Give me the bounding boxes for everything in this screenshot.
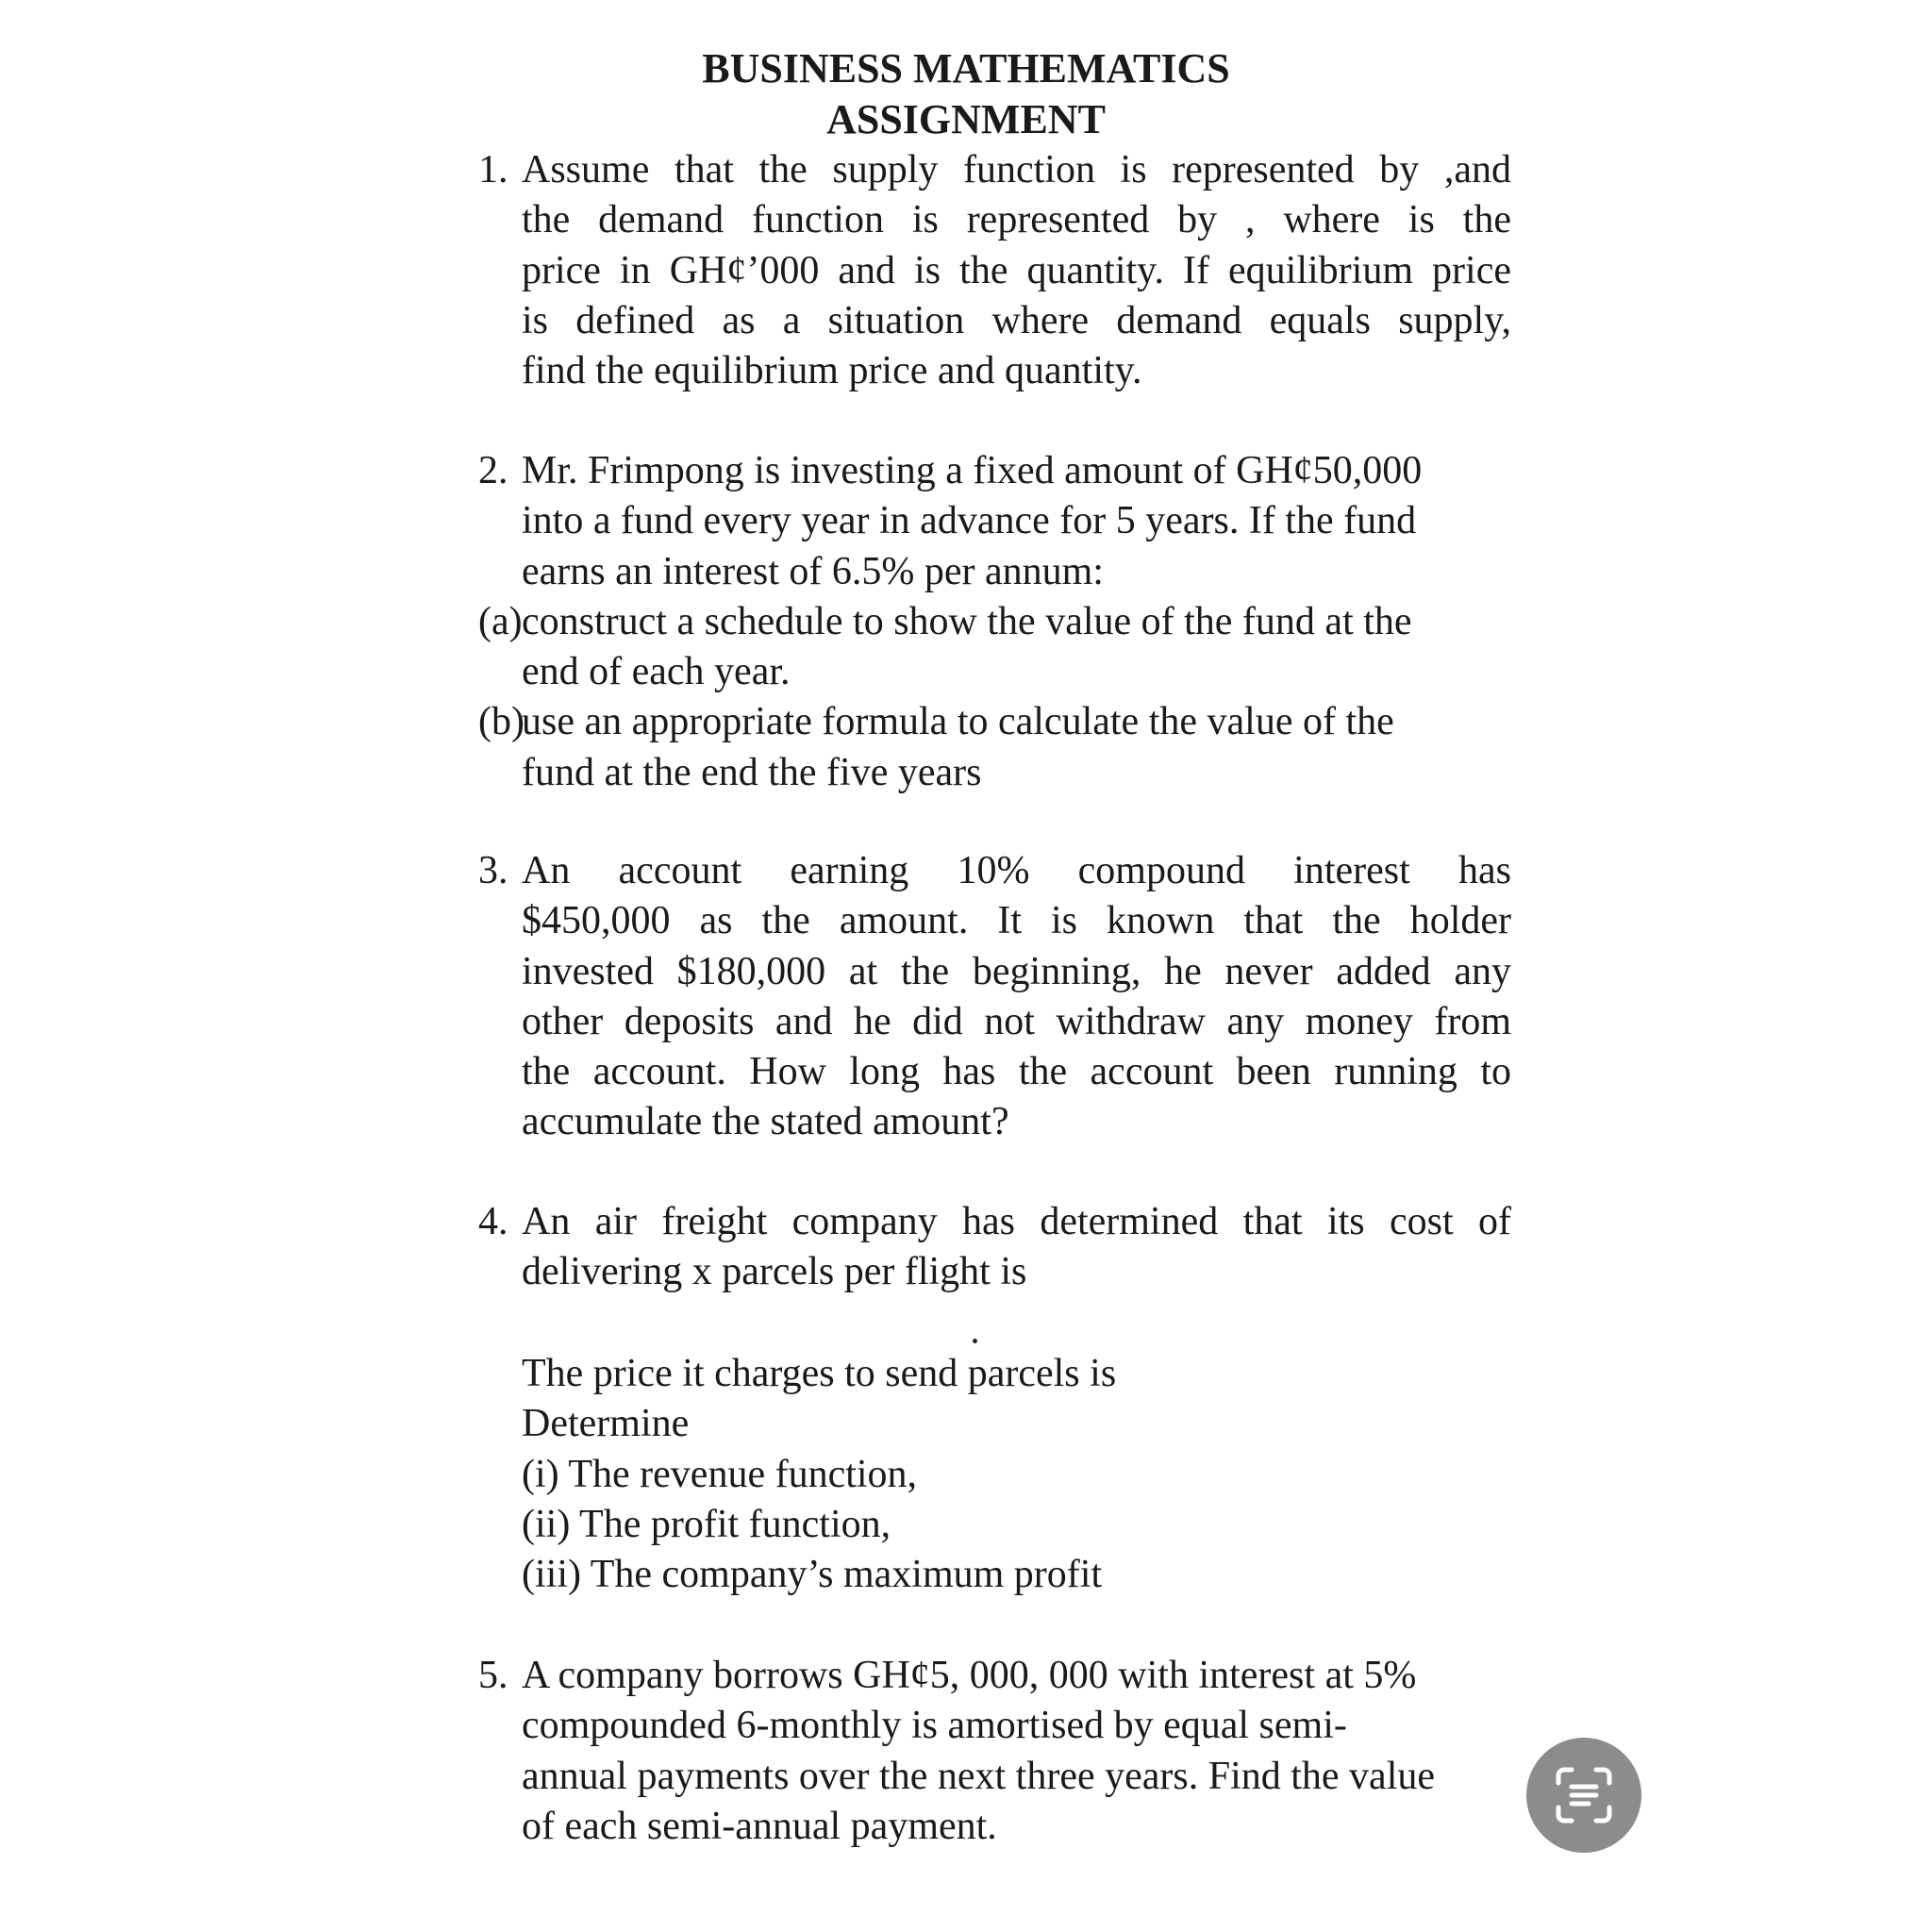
question-line [478, 1197, 1511, 1247]
question-text: An account earning 10% compound interest has [522, 849, 1511, 892]
sub-question-text: construct a schedule to show the value of the fund at the [522, 599, 1412, 643]
question-line: find the equilibrium price and quantity. [522, 349, 1142, 393]
question-line: of each semi-annual payment. [522, 1804, 997, 1848]
question-line: price in GH¢’000 and is the quantity. If equilibrium price [522, 248, 1511, 292]
text-scan-button[interactable] [1526, 1738, 1641, 1853]
question-number: 1. [478, 148, 508, 192]
question-line: accumulate the stated amount? [522, 1100, 1009, 1144]
question-line: compounded 6-monthly is amortised by equal semi- [522, 1704, 1347, 1748]
question-line [478, 145, 1511, 195]
question-text: A company borrows GH¢5, 000, 000 with interest at 5% [522, 1654, 1417, 1697]
question-2 [478, 446, 1511, 798]
document-subtitle: ASSIGNMENT [826, 96, 1106, 142]
determine-label: Determine [522, 1402, 690, 1446]
question-line: end of each year. [522, 650, 791, 694]
text-scan-icon [1553, 1764, 1615, 1826]
question-line: annual payments over the next three years. Find the value [522, 1754, 1436, 1798]
question-4 [478, 1197, 1511, 1298]
question-line [478, 1651, 1511, 1701]
question-text: An air freight company has determined that its cost of [522, 1200, 1511, 1243]
question-number: 5. [478, 1654, 508, 1697]
part-item: (i) The revenue function, [522, 1452, 918, 1496]
price-line: The price it charges to send parcels is [522, 1352, 1117, 1395]
question-line: earns an interest of 6.5% per annum: [522, 549, 1104, 593]
question-line [478, 846, 1511, 896]
question-line: delivering x parcels per flight is [522, 1250, 1027, 1294]
question-line: fund at the end the five years [522, 750, 982, 794]
document-title: BUSINESS MATHEMATICS [702, 45, 1230, 92]
question-text: Assume that the supply function is represented by ,and [522, 148, 1511, 192]
question-line: is defined as a situation where demand equals supply, [522, 298, 1511, 342]
question-line: the account. How long has the account been running to [522, 1050, 1511, 1094]
question-line: other deposits and he did not withdraw any money from [522, 999, 1511, 1043]
question-line: into a fund every year in advance for 5 years. If the fund [522, 499, 1417, 543]
question-line: invested $180,000 at the beginning, he never added any [522, 949, 1511, 993]
question-number: 2. [478, 449, 508, 492]
question-line: the demand function is represented by , where is the [522, 198, 1511, 242]
question-number: 4. [478, 1200, 508, 1243]
stray-dot [973, 1339, 977, 1343]
sub-question-a [478, 597, 1511, 647]
sub-question-label: (a) [478, 599, 523, 643]
sub-question-b [478, 697, 1511, 747]
question-number: 3. [478, 849, 508, 892]
question-3 [478, 846, 1511, 1148]
sub-question-label: (b) [478, 700, 525, 744]
question-line [478, 446, 1511, 496]
part-item: (ii) The profit function, [522, 1502, 891, 1546]
question-line: $450,000 as the amount. It is known that the holder [522, 899, 1511, 943]
question-text: Mr. Frimpong is investing a fixed amount of GH¢50,000 [522, 449, 1423, 492]
question-4-continued [478, 1349, 1511, 1600]
question-1 [478, 145, 1511, 396]
part-item: (iii) The company’s maximum profit [522, 1553, 1103, 1597]
sub-question-text: use an appropriate formula to calculate the value of the [522, 700, 1394, 744]
question-5 [478, 1651, 1511, 1852]
